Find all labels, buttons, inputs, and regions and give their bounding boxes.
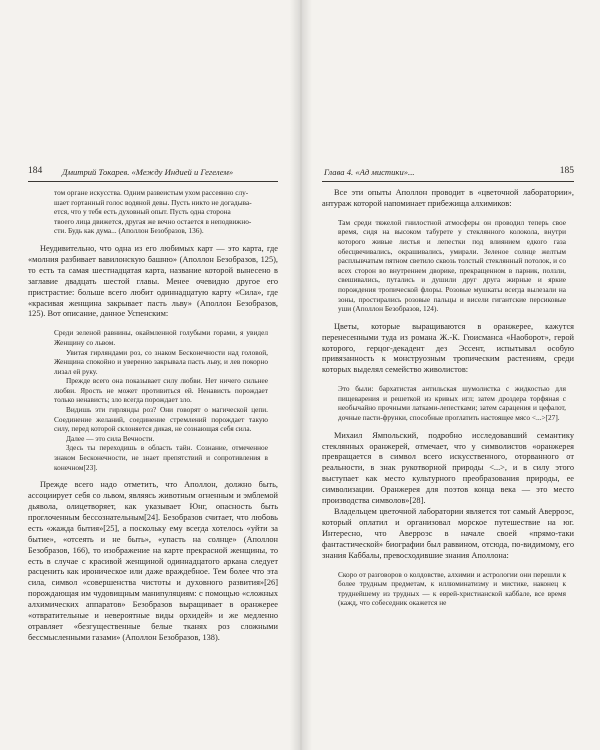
block-quote-paragraph: шает гортанный голос водяной девы. Пусть никто не догадыва- — [54, 197, 252, 207]
block-quote-paragraph: Видишь эти гирлянды роз? Они говорят о магической цепи. Соединение желаний, соединение стремлений порождает такую силу, перед которой склоняется дикая, не сознающая себя сила. — [54, 405, 268, 434]
paragraph-gap — [28, 236, 278, 244]
paragraph-gap — [322, 314, 574, 322]
body-paragraph: Неудивительно, что одна из его любимых карт — это карта, где «молния разбивает вавилонскую башню» (Аполлон Безобразов, 125), то есть та самая шестнадцатая карта, название которой вынесено в заглавие двадцать шестой главы. Менее очевидно другое его пристрастие: больше всего любит одиннадцатую карту «Сила», где «красивая женщина закрывает пасть льву» (Аполлон Безобразов, 125). Вот описание, данное Успенским: — [28, 243, 278, 319]
block-quote-paragraph: Здесь ты переходишь в область тайн. Сознание, отмеченное знаком Бесконечности, не знает препятствий и сопротивления в конечном[23]. — [54, 443, 268, 472]
right-page — [322, 0, 574, 750]
right-header-rule — [322, 181, 574, 182]
block-quote-paragraph: Среди зеленой равнины, окаймленной голубыми горами, я увидел Женщину со львом. — [54, 328, 268, 347]
body-paragraph: Цветы, которые выращиваются в оранжерее, кажутся перенесенными туда из романа Ж.-К. Гюисманса «Наоборот», герой которого, герцог-декадент дез Эссент, испытывал особую привязанность к монструозным тропическим растениям, среди которых выделял семейство живолистов: — [322, 321, 574, 375]
left-page-text — [28, 188, 278, 644]
paragraph-gap — [28, 320, 278, 328]
body-paragraph: Михаил Ямпольский, подробно исследовавший семантику стеклянных оранжерей, отмечает, что у символистов «оранжерея превращается в символ всего искусственного, оторванного от реальности, в знак рукотворной природы <...>, и в силу этого выступает как место культурного преобразования природы, ее символизации. Оранжерея для поэтов конца века — это место производства символов»[28]. — [322, 430, 574, 506]
block-quote-paragraph: Это были: бархатистая антильская шумолистка с жидкостью для пищеварения и решеткой из кривых игл; затем дроздера торфяная с необычайно прочными латками-лепестками; затем сарацения и цефалот, дочные пасти-фрунки, способные проглатить настоящее мясо <...>[27]. — [338, 384, 566, 423]
left-header-title: Дмитрий Токарев. «Между Индией и Гегелем» — [62, 167, 234, 177]
block-quote-paragraph: ется, что у тебя есть духовный опыт. Пусть одна сторона — [54, 207, 231, 217]
body-paragraph: Владельцем цветочной лаборатории является тот самый Аверроэс, который оплатил и организовал морское путешествие на юг. Интересно, что Аверроэс в начале своей «прямо-таки фантастической» биографии был раввином, отсюда, по-видимому, его знания Каббалы, превосходившие знания Аполлона: — [322, 507, 574, 560]
paragraph-gap — [322, 376, 574, 384]
block-quote-paragraph: Там среди тяжелой гнилостной атмосферы он проводил теперь свое время, сидя на высоком табурете у стеклянного колокола, внутри которого живые листья и лепестки под влиянием едкого газа обесцвечивались, окрашивались, умирали. Зеленое солнце желтым расплывчатым пятном светило сквозь толстый стеклянный потолок, и со всех сторон во внутреннем дворике, прекращенном в парник, ползли, свешивались, путались и душили друг друга жирные и яркие порождения тропической флоры. Розовые мушкаты всегда вылезали на зоны, простирались розовые пальцы и висели гигантские персиковые уши (Аполлон Безобразов, 124). — [338, 217, 566, 314]
block-quote-paragraph: Прежде всего она показывает силу любви. Нет ничего сильнее любви. Ярость не может противиться ей. Ненависть порождает только ненависть; зло всегда порождает зло. — [54, 376, 268, 405]
paragraph-gap — [322, 423, 574, 431]
right-running-head — [322, 166, 574, 180]
right-header-title: Глава 4. «Ад мистики»... — [324, 167, 415, 177]
left-page-number: 184 — [28, 166, 43, 176]
block-quote-paragraph: сти. Будь как дума... (Аполлон Безобразов, 136). — [54, 226, 204, 236]
block-quote-paragraph: Увитая гирляндами роз, со знаком Бесконечности над головой, Женщина спокойно и уверенно закрывала пасть льву, и лев покорно лизал ей руку. — [54, 347, 268, 376]
paragraph-gap — [322, 210, 574, 218]
block-quote-paragraph: Скоро от разговоров о колдовстве, алхимии и астрологии они перешли к более трудным предметам, к иллюминатизму и мистике, наконец к труднейшему из трудных — к еврей-христианской каббале, все время (кажд, что собеседник окажется не — [338, 569, 566, 608]
right-page-number: 185 — [559, 166, 574, 176]
left-page — [28, 0, 278, 750]
block-quote-paragraph: твоего лица движется, другая же вечно остается в неподвижно- — [54, 216, 252, 226]
paragraph-gap — [322, 562, 574, 570]
block-quote-paragraph: том органе искусства. Одним развеистым ухом рассеянно слу- — [54, 188, 249, 197]
left-header-rule — [28, 181, 278, 182]
right-page-text — [322, 188, 574, 608]
left-running-head — [28, 166, 278, 180]
body-paragraph: Все эти опыты Аполлон проводит в «цветочной лаборатории», антураж которой напоминает прибежища алхимиков: — [322, 188, 574, 208]
body-paragraph: Прежде всего надо отметить, что Аполлон, должно быть, ассоциирует себя со львом, являясь животным огненным и эмблемой дьявола, олицетворяет, как указывает Юнг, опасность быть проглоченным бессознательным[24]. Безобразов считает, что любовь есть «жажда бытия»[25], а поскольку ему всегда хотелось «уйти за бытие», «отсеять и не быть», «упасть на солнце» (Аполлон Безобразов, 166), то изображение на карте прекрасной женщины, то есть в случае с красивой женщиной одиннадцатого аркана следует расценить как ироническое или даже враждебное. Тем более что эта сила, символ «совершенства чистоты и духовного развития»[26] порождающая им чудовищным манипуляциям: с помощью «сложных алхимических аппаратов» Безобразов выращивает в оранжерее «отвратительные и невероятные виды орхидей» и же медленно отравляет «безгущественные белые тканях роз сложными бессмысленными газами» (Аполлон Безобразов, 138). — [28, 480, 278, 642]
block-quote-paragraph: Далее — это сила Вечности. — [66, 433, 155, 443]
paragraph-gap — [28, 472, 278, 480]
book-gutter — [290, 0, 312, 750]
